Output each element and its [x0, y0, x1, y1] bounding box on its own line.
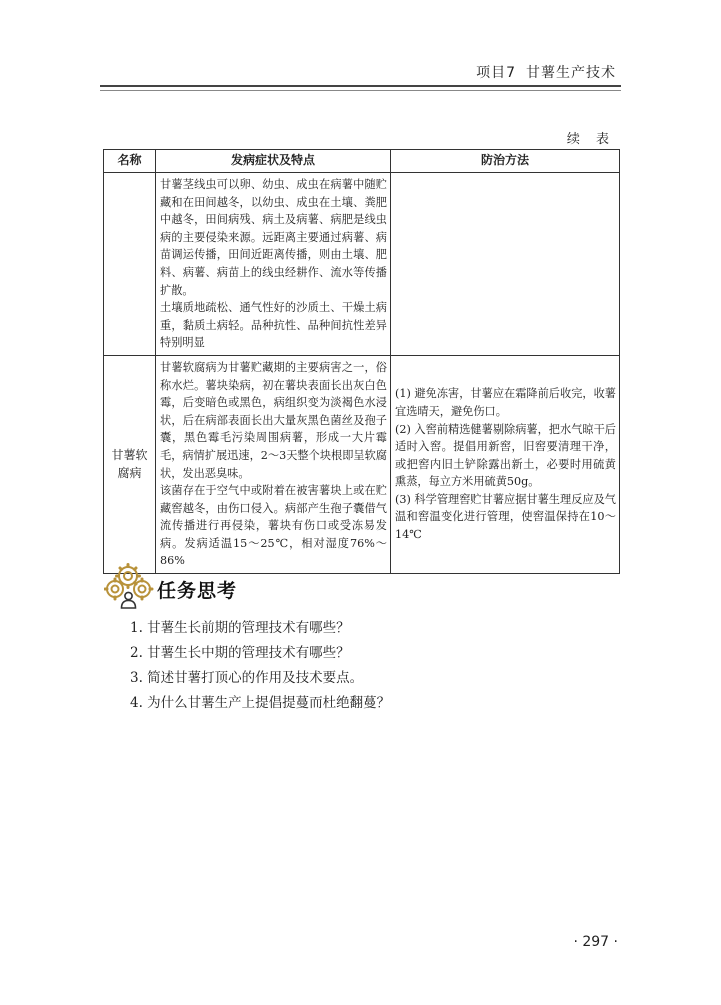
list-item: 2. 甘薯生长中期的管理技术有哪些？	[130, 645, 350, 661]
table-header-row	[104, 150, 620, 173]
control-item: (1) 避免冻害，甘薯应在霜降前后收完，收薯宜选晴天，避免伤口。	[395, 387, 616, 418]
column-header-name: 名称	[104, 150, 156, 173]
symptoms-cell	[156, 173, 391, 356]
disease-table	[103, 149, 620, 574]
row-name-cell	[104, 173, 156, 356]
table-row	[104, 355, 620, 573]
question-list	[130, 616, 390, 716]
symptoms-paragraph: 甘薯软腐病为甘薯贮藏期的主要病害之一，俗称水烂。薯块染病，初在薯块表面长出灰白色霉，后变暗色或黑色，病组织变为淡褐色水浸状，后在病部表面长出大量灰黑色菌丝及孢子囊，黑色霉毛污染周围病薯，形成一大片霉毛，病情扩展迅速，2～3天整个块根即呈软腐状，发出恶臭味。	[160, 360, 387, 480]
symptoms-paragraph: 甘薯茎线虫可以卵、幼虫、成虫在病薯中随贮藏和在田间越冬，以幼虫、成虫在土壤、粪肥中越冬，田间病残、病土及病薯、病肥是线虫病的主要侵染来源。远距离主要通过病薯、病苗调运传播，田间近距离传播，则由土壤、肥料、病薯、病苗上的线虫经耕作、流水等传播扩散。	[160, 178, 387, 297]
control-cell	[391, 355, 620, 573]
row-name-cell: 甘薯软腐病	[104, 355, 156, 573]
running-header	[476, 62, 616, 82]
symptoms-paragraph: 该菌存在于空气中或附着在被害薯块上或在贮藏窖越冬，由伤口侵入。病部产生孢子囊借气流传播进行再侵染，薯块有伤口或受冻易发病。发病适温15～25℃，相对湿度76%～86%	[160, 484, 387, 568]
table-row	[104, 173, 620, 356]
column-header-symptoms: 发病症状及特点	[156, 150, 391, 173]
symptoms-paragraph: 土壤质地疏松、通气性好的沙质土、干燥土病重，黏质土病轻。品种抗性、品种间抗性差异特别明显	[160, 301, 387, 350]
gears-person-icon	[104, 563, 156, 609]
control-cell	[391, 173, 620, 356]
column-header-control: 防治方法	[391, 150, 620, 173]
list-item: 3. 简述甘薯打顶心的作用及技术要点。	[130, 670, 364, 686]
header-rule-thin	[100, 90, 621, 91]
symptoms-cell	[156, 355, 391, 573]
section-title-task-thinking: 任务思考	[157, 580, 238, 602]
control-item: (3) 科学管理窖贮甘薯应据甘薯生理反应及气温和窖温变化进行管理，使窖温保持在10～14℃	[395, 492, 616, 542]
header-rule-thick	[100, 85, 621, 87]
list-item: 4. 为什么甘薯生产上提倡提蔓而杜绝翻蔓？	[130, 695, 391, 711]
list-item: 1. 甘薯生长前期的管理技术有哪些？	[130, 620, 350, 636]
table-continued-label: 续 表	[566, 132, 615, 147]
header-project-number: 项目7	[476, 65, 516, 81]
page-number: · 297 ·	[573, 934, 618, 950]
control-item: (2) 入窖前精选健薯剔除病薯，把水气晾干后适时入窖。提倡用新窖，旧窖要清理干净，或把窖内旧土铲除露出新土，必要时用硫黄熏蒸，每立方米用硫黄50g。	[395, 422, 616, 489]
header-chapter-title: 甘薯生产技术	[526, 65, 616, 81]
